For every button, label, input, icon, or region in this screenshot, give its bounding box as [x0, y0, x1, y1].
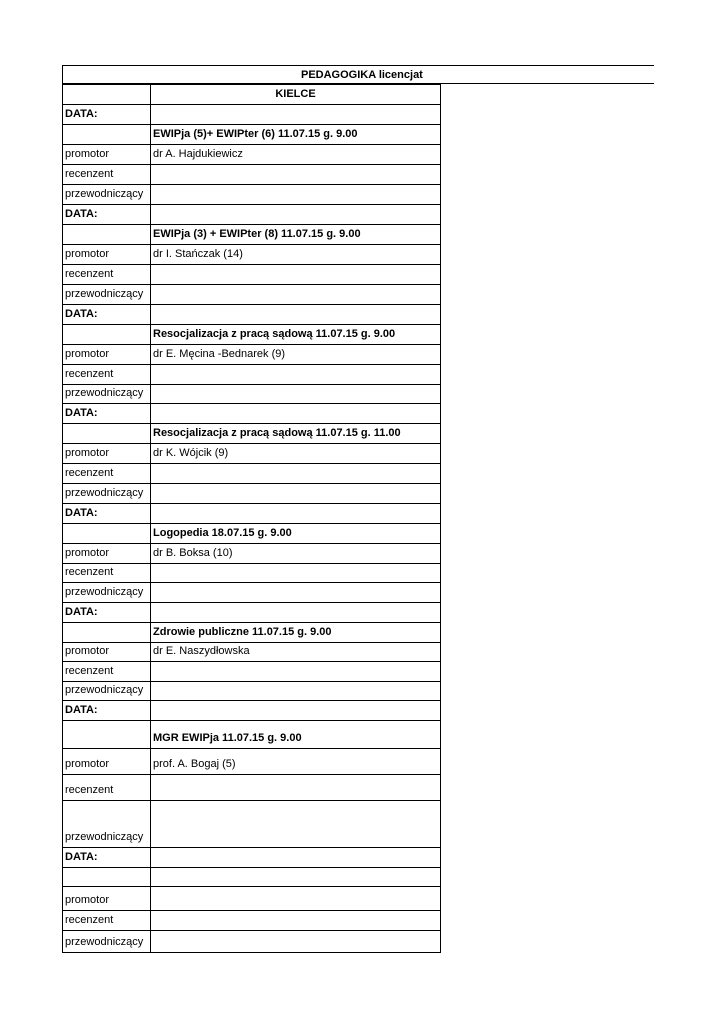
session-title-row — [63, 524, 441, 544]
chair-label: przewodniczący — [63, 385, 151, 404]
chair-row — [63, 484, 441, 504]
chair-row — [63, 583, 441, 603]
date-label: DATA: — [63, 603, 151, 623]
promotor-row — [63, 444, 441, 464]
date-value — [151, 504, 441, 524]
promotor-name: dr E. Naszydłowska — [151, 643, 441, 662]
date-value — [151, 603, 441, 623]
recenzent-label: recenzent — [63, 775, 151, 801]
promotor-name: dr A. Hajdukiewicz — [151, 145, 441, 165]
chair-name — [151, 385, 441, 404]
chair-label: przewodniczący — [63, 931, 151, 953]
promotor-label: promotor — [63, 643, 151, 662]
recenzent-row — [63, 775, 441, 801]
date-value — [151, 105, 441, 125]
date-label: DATA: — [63, 305, 151, 325]
schedule-body — [63, 85, 441, 953]
chair-label: przewodniczący — [63, 801, 151, 848]
date-row — [63, 848, 441, 868]
recenzent-name — [151, 464, 441, 484]
chair-row — [63, 931, 441, 953]
chair-name — [151, 583, 441, 603]
chair-name — [151, 682, 441, 701]
recenzent-name — [151, 564, 441, 583]
date-value — [151, 404, 441, 424]
session-title: Logopedia 18.07.15 g. 9.00 — [151, 524, 441, 544]
chair-row — [63, 385, 441, 404]
promotor-row — [63, 345, 441, 365]
session-title — [151, 868, 441, 887]
session-title: Resocjalizacja z pracą sądową 11.07.15 g. 11.00 — [151, 424, 441, 444]
date-label: DATA: — [63, 205, 151, 225]
chair-name — [151, 285, 441, 305]
recenzent-label: recenzent — [63, 464, 151, 484]
chair-row — [63, 185, 441, 205]
promotor-label: promotor — [63, 444, 151, 464]
promotor-label: promotor — [63, 245, 151, 265]
session-title-row — [63, 721, 441, 749]
recenzent-name — [151, 662, 441, 682]
date-value — [151, 305, 441, 325]
promotor-row — [63, 643, 441, 662]
promotor-name: dr E. Męcina -Bednarek (9) — [151, 345, 441, 365]
session-title: EWIPja (5)+ EWIPter (6) 11.07.15 g. 9.00 — [151, 125, 441, 145]
date-label: DATA: — [63, 848, 151, 868]
session-title-row — [63, 623, 441, 643]
promotor-name: prof. A. Bogaj (5) — [151, 749, 441, 775]
session-title-blank — [63, 524, 151, 544]
promotor-row — [63, 544, 441, 564]
promotor-label: promotor — [63, 345, 151, 365]
recenzent-name — [151, 775, 441, 801]
chair-label: przewodniczący — [63, 285, 151, 305]
session-title-row — [63, 325, 441, 345]
recenzent-label: recenzent — [63, 365, 151, 385]
recenzent-label: recenzent — [63, 564, 151, 583]
recenzent-label: recenzent — [63, 265, 151, 285]
recenzent-row — [63, 564, 441, 583]
session-title-row — [63, 424, 441, 444]
session-title-row — [63, 868, 441, 887]
schedule-table — [62, 84, 441, 953]
recenzent-row — [63, 662, 441, 682]
session-title-row — [63, 225, 441, 245]
date-row — [63, 603, 441, 623]
chair-name — [151, 484, 441, 504]
date-label: DATA: — [63, 404, 151, 424]
chair-row — [63, 285, 441, 305]
date-row — [63, 701, 441, 721]
session-title-blank — [63, 721, 151, 749]
session-title-row — [63, 125, 441, 145]
session-title: MGR EWIPja 11.07.15 g. 9.00 — [151, 721, 441, 749]
recenzent-label: recenzent — [63, 911, 151, 931]
session-title-blank — [63, 125, 151, 145]
promotor-row — [63, 145, 441, 165]
city-row-blank — [63, 85, 151, 105]
chair-label: przewodniczący — [63, 583, 151, 603]
date-value — [151, 848, 441, 868]
date-row — [63, 404, 441, 424]
page-title-bar — [62, 65, 654, 84]
session-title-blank — [63, 868, 151, 887]
promotor-row — [63, 749, 441, 775]
recenzent-name — [151, 365, 441, 385]
promotor-name: dr K. Wójcik (9) — [151, 444, 441, 464]
chair-label: przewodniczący — [63, 185, 151, 205]
recenzent-name — [151, 165, 441, 185]
date-row — [63, 205, 441, 225]
recenzent-row — [63, 464, 441, 484]
recenzent-label: recenzent — [63, 662, 151, 682]
date-row — [63, 305, 441, 325]
recenzent-name — [151, 911, 441, 931]
recenzent-name — [151, 265, 441, 285]
date-row — [63, 504, 441, 524]
session-title: Zdrowie publiczne 11.07.15 g. 9.00 — [151, 623, 441, 643]
chair-name — [151, 931, 441, 953]
session-title-blank — [63, 325, 151, 345]
session-title-blank — [63, 623, 151, 643]
recenzent-row — [63, 365, 441, 385]
promotor-row — [63, 887, 441, 911]
date-label: DATA: — [63, 701, 151, 721]
recenzent-row — [63, 165, 441, 185]
chair-label: przewodniczący — [63, 682, 151, 701]
chair-label: przewodniczący — [63, 484, 151, 504]
session-title: EWIPja (3) + EWIPter (8) 11.07.15 g. 9.00 — [151, 225, 441, 245]
promotor-name — [151, 887, 441, 911]
date-label: DATA: — [63, 105, 151, 125]
date-row — [63, 105, 441, 125]
session-title-blank — [63, 424, 151, 444]
city-row — [63, 85, 441, 105]
promotor-row — [63, 245, 441, 265]
chair-name — [151, 801, 441, 848]
city-name: KIELCE — [151, 85, 441, 105]
page-title: PEDAGOGIKA licencjat — [301, 69, 423, 81]
promotor-name: dr B. Boksa (10) — [151, 544, 441, 564]
date-value — [151, 701, 441, 721]
chair-row — [63, 801, 441, 848]
recenzent-row — [63, 911, 441, 931]
promotor-label: promotor — [63, 887, 151, 911]
date-value — [151, 205, 441, 225]
date-label: DATA: — [63, 504, 151, 524]
promotor-name: dr I. Stańczak (14) — [151, 245, 441, 265]
recenzent-label: recenzent — [63, 165, 151, 185]
recenzent-row — [63, 265, 441, 285]
chair-row — [63, 682, 441, 701]
promotor-label: promotor — [63, 145, 151, 165]
promotor-label: promotor — [63, 544, 151, 564]
promotor-label: promotor — [63, 749, 151, 775]
session-title-blank — [63, 225, 151, 245]
chair-name — [151, 185, 441, 205]
session-title: Resocjalizacja z pracą sądową 11.07.15 g. 9.00 — [151, 325, 441, 345]
